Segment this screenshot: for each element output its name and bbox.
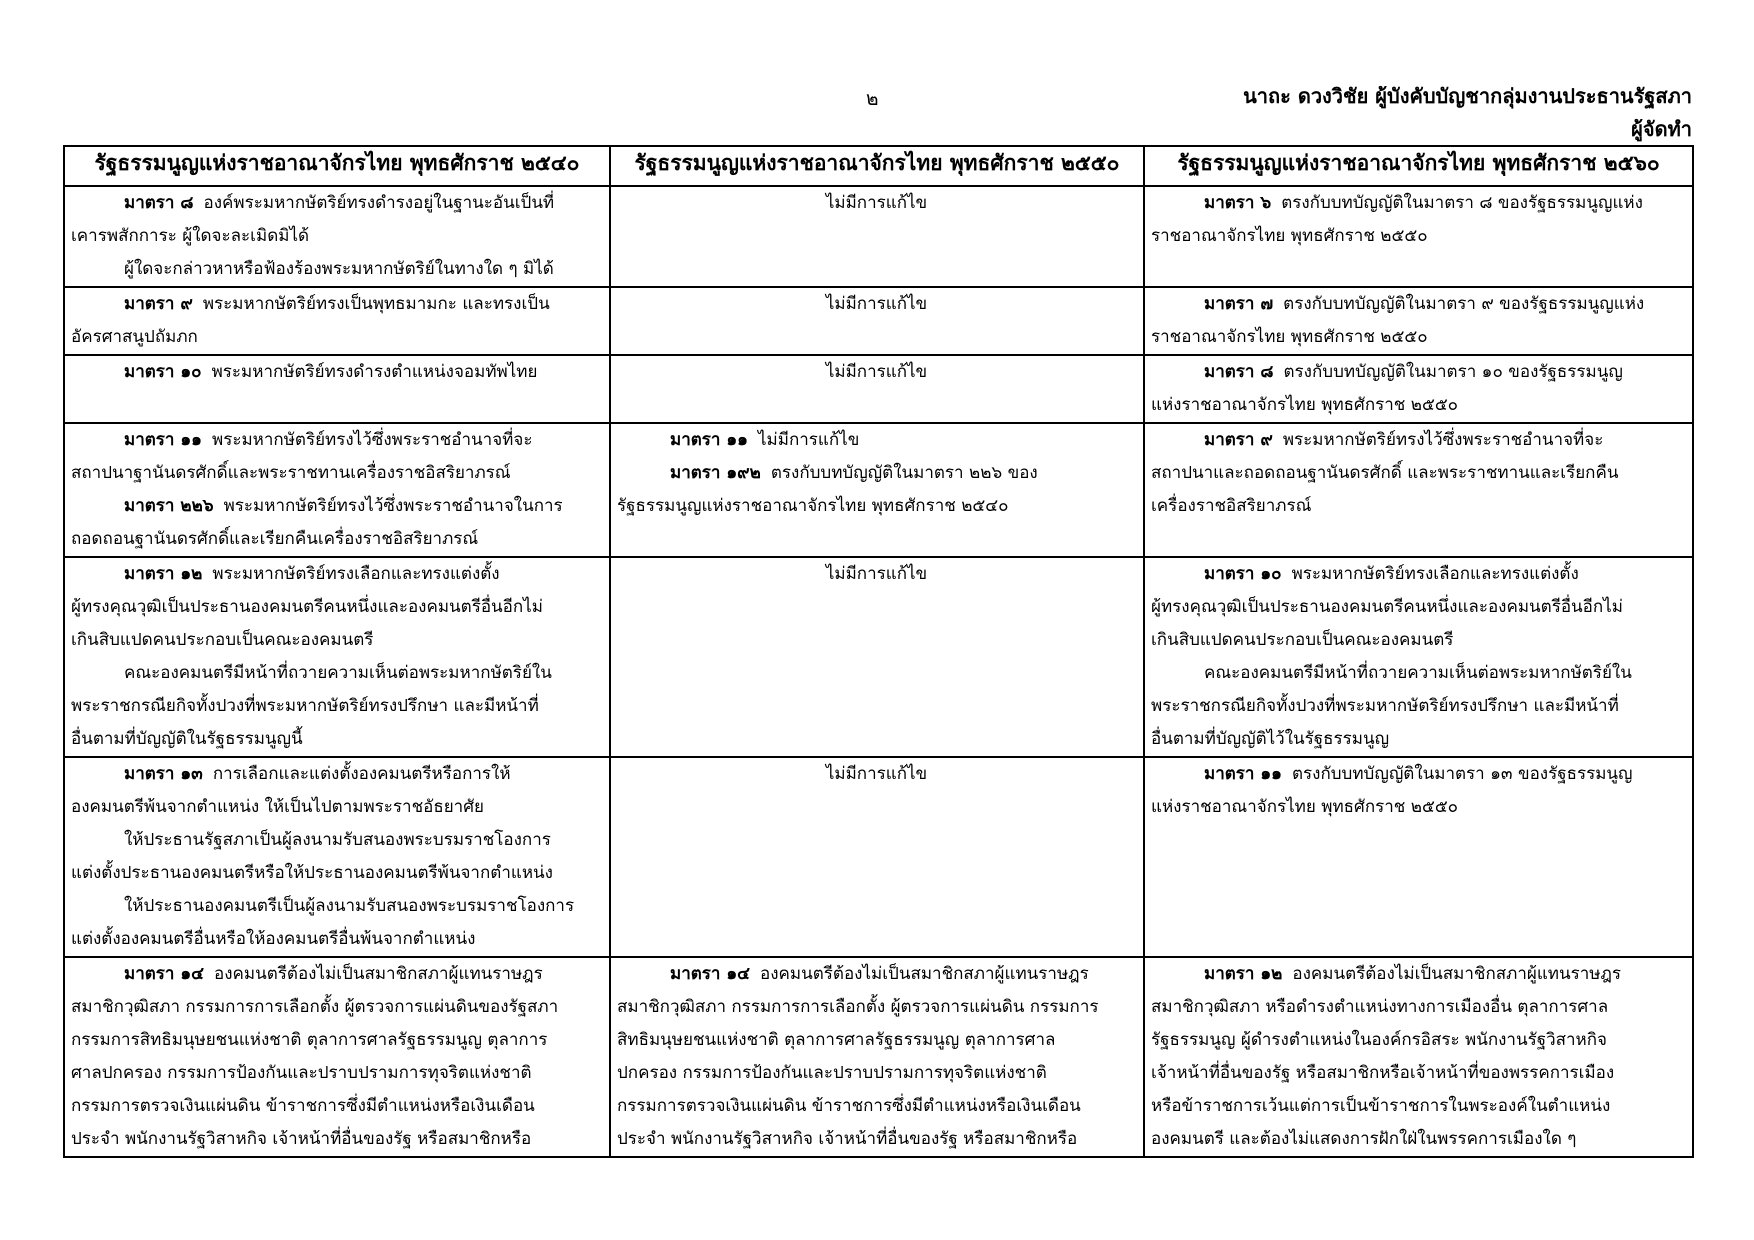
provision-text: พระมหากษัตริย์ทรงไว้ซึ่งพระราชอำนาจที่จะ	[1282, 430, 1604, 450]
table-cell	[1144, 287, 1693, 355]
provision-text: ไม่มีการแก้ไข	[825, 294, 928, 314]
section-number: มาตรา ๑๔	[124, 964, 205, 984]
provision-text: องคมนตรีต้องไม่เป็นสมาชิกสภาผู้แทนราษฎร	[214, 964, 543, 984]
section-number: มาตรา ๑๑	[670, 430, 748, 450]
provision-text: ไม่มีการแก้ไข	[825, 362, 928, 382]
provision-text: พระมหากษัตริย์ทรงดำรงตำแหน่งจอมทัพไทย	[211, 362, 538, 382]
cell-line	[617, 758, 1136, 791]
provision-text: ปกครอง กรรมการป้องกันและปราบปรามการทุจริตแห่งชาติ	[617, 1063, 1047, 1083]
cell-line	[1151, 558, 1685, 591]
cell-line	[617, 991, 1136, 1024]
cell-line	[71, 1090, 602, 1123]
column-header-2560: รัฐธรรมนูญแห่งราชอาณาจักรไทย พุทธศักราช ๒๕๖๐	[1144, 146, 1693, 186]
table-row	[64, 287, 1693, 355]
cell-line	[71, 523, 602, 556]
provision-text: ผู้ทรงคุณวุฒิเป็นประธานองคมนตรีคนหนึ่งและองคมนตรีอื่นอีกไม่	[71, 597, 543, 617]
table-cell	[610, 186, 1144, 287]
table-cell	[64, 186, 610, 287]
provision-text: เกินสิบแปดคนประกอบเป็นคณะองคมนตรี	[71, 630, 374, 650]
provision-text: แต่งตั้งองคมนตรีอื่นหรือให้องคมนตรีอื่นพ้นจากตำแหน่ง	[71, 929, 476, 949]
column-header-2540: รัฐธรรมนูญแห่งราชอาณาจักรไทย พุทธศักราช ๒๕๔๐	[64, 146, 610, 186]
cell-line	[1151, 321, 1685, 354]
table-row	[64, 355, 1693, 423]
provision-text: กรรมการสิทธิมนุษยชนแห่งชาติ ตุลาการศาลรัฐธรรมนูญ ตุลาการ	[71, 1030, 548, 1050]
cell-line	[1151, 624, 1685, 657]
cell-line	[71, 187, 602, 220]
provision-text: ให้ประธานองคมนตรีเป็นผู้ลงนามรับสนองพระบรมราชโองการ	[124, 896, 575, 916]
provision-text: องค์พระมหากษัตริย์ทรงดำรงอยู่ในฐานะอันเป็นที่	[203, 193, 555, 213]
provision-text: ประจำ พนักงานรัฐวิสาหกิจ เจ้าหน้าที่อื่นของรัฐ หรือสมาชิกหรือ	[617, 1129, 1078, 1149]
table-cell	[1144, 423, 1693, 557]
table-cell	[610, 355, 1144, 423]
section-number: มาตรา ๒๒๖	[124, 496, 214, 516]
cell-line	[71, 1024, 602, 1057]
provision-text: ประจำ พนักงานรัฐวิสาหกิจ เจ้าหน้าที่อื่นของรัฐ หรือสมาชิกหรือ	[71, 1129, 532, 1149]
cell-line	[71, 220, 602, 253]
provision-text: คณะองคมนตรีมีหน้าที่ถวายความเห็นต่อพระมหากษัตริย์ใน	[1204, 663, 1632, 683]
provision-text: อื่นตามที่บัญญัติในรัฐธรรมนูญนี้	[71, 729, 303, 749]
cell-line	[617, 356, 1136, 389]
provision-text: รัฐธรรมนูญแห่งราชอาณาจักรไทย พุทธศักราช ๒๕๔๐	[617, 496, 1009, 516]
table-cell	[64, 423, 610, 557]
cell-line	[1151, 791, 1685, 824]
cell-line	[1151, 591, 1685, 624]
cell-line	[71, 558, 602, 591]
cell-line	[1151, 288, 1685, 321]
cell-line	[1151, 758, 1685, 791]
cell-line	[71, 321, 602, 354]
provision-text: แห่งราชอาณาจักรไทย พุทธศักราช ๒๕๕๐	[1151, 797, 1459, 817]
cell-line	[1151, 424, 1685, 457]
section-number: มาตรา ๑๐	[1204, 564, 1282, 584]
cell-line	[617, 1057, 1136, 1090]
page-number: ๒	[866, 88, 879, 110]
cell-line	[617, 558, 1136, 591]
cell-line	[617, 187, 1136, 220]
cell-line	[71, 288, 602, 321]
provision-text: ไม่มีการแก้ไข	[825, 193, 928, 213]
cell-line	[617, 490, 1136, 523]
provision-text: แต่งตั้งประธานองคมนตรีหรือให้ประธานองคมนตรีพ้นจากตำแหน่ง	[71, 863, 553, 883]
provision-text: ราชอาณาจักรไทย พุทธศักราช ๒๕๕๐	[1151, 327, 1428, 347]
provision-text: อื่นตามที่บัญญัติไว้ในรัฐธรรมนูญ	[1151, 729, 1390, 749]
cell-line	[1151, 187, 1685, 220]
table-cell	[1144, 957, 1693, 1157]
table-row	[64, 557, 1693, 757]
provision-text: การเลือกและแต่งตั้งองคมนตรีหรือการให้	[212, 764, 511, 784]
provision-text: พระมหากษัตริย์ทรงเป็นพุทธมามกะ และทรงเป็น	[202, 294, 550, 314]
cell-line	[1151, 490, 1685, 523]
section-number: มาตรา ๑๙๒	[670, 463, 761, 483]
cell-line	[71, 457, 602, 490]
provision-text: พระมหากษัตริย์ทรงเลือกและทรงแต่งตั้ง	[1291, 564, 1579, 584]
cell-line	[71, 690, 602, 723]
table-cell	[1144, 557, 1693, 757]
provision-text: ผู้ทรงคุณวุฒิเป็นประธานองคมนตรีคนหนึ่งและองคมนตรีอื่นอีกไม่	[1151, 597, 1623, 617]
section-number: มาตรา ๙	[1204, 430, 1273, 450]
provision-text: พระราชกรณียกิจทั้งปวงที่พระมหากษัตริย์ทรงปรึกษา และมีหน้าที่	[1151, 696, 1619, 716]
cell-line	[71, 791, 602, 824]
provision-text: สมาชิกวุฒิสภา กรรมการการเลือกตั้ง ผู้ตรวจการแผ่นดิน กรรมการ	[617, 997, 1099, 1017]
cell-line	[1151, 723, 1685, 756]
table-cell	[64, 757, 610, 957]
provision-text: ตรงกับบทบัญญัติในมาตรา ๑๐ ของรัฐธรรมนูญ	[1283, 362, 1623, 382]
cell-line	[71, 857, 602, 890]
section-number: มาตรา ๑๓	[124, 764, 203, 784]
section-number: มาตรา ๖	[1204, 193, 1272, 213]
table-row	[64, 423, 1693, 557]
cell-line	[1151, 991, 1685, 1024]
cell-line	[1151, 457, 1685, 490]
table-cell	[1144, 757, 1693, 957]
cell-line	[1151, 1123, 1685, 1156]
table-cell	[610, 757, 1144, 957]
table-cell	[610, 423, 1144, 557]
provision-text: หรือข้าราชการเว้นแต่การเป็นข้าราชการในพระองค์ในตำแหน่ง	[1151, 1096, 1611, 1116]
cell-line	[71, 1123, 602, 1156]
cell-line	[1151, 1057, 1685, 1090]
provision-text: องคมนตรีต้องไม่เป็นสมาชิกสภาผู้แทนราษฎร	[1292, 964, 1622, 984]
cell-line	[617, 1024, 1136, 1057]
table-cell	[1144, 186, 1693, 287]
cell-line	[71, 923, 602, 956]
column-header-2550: รัฐธรรมนูญแห่งราชอาณาจักรไทย พุทธศักราช ๒๕๕๐	[610, 146, 1144, 186]
provision-text: องคมนตรี และต้องไม่แสดงการฝักใฝ่ในพรรคการเมืองใด ๆ	[1151, 1129, 1577, 1149]
provision-text: สมาชิกวุฒิสภา กรรมการการเลือกตั้ง ผู้ตรวจการแผ่นดินของรัฐสภา	[71, 997, 559, 1017]
section-number: มาตรา ๑๑	[1204, 764, 1282, 784]
table-header-row	[64, 146, 1693, 186]
table-row	[64, 757, 1693, 957]
table-row	[64, 957, 1693, 1157]
provision-text: ตรงกับบทบัญญัติในมาตรา ๒๒๖ ของ	[770, 463, 1038, 483]
cell-line	[617, 424, 1136, 457]
provision-text: สมาชิกวุฒิสภา หรือดำรงตำแหน่งทางการเมืองอื่น ตุลาการศาล	[1151, 997, 1609, 1017]
cell-line	[1151, 958, 1685, 991]
cell-line	[71, 824, 602, 857]
author-name: นาถะ ดวงวิชัย ผู้บังคับบัญชากลุ่มงานประธานรัฐสภา	[1243, 84, 1692, 108]
table-cell	[1144, 355, 1693, 423]
provision-text: ราชอาณาจักรไทย พุทธศักราช ๒๕๕๐	[1151, 226, 1428, 246]
provision-text: พระมหากษัตริย์ทรงเลือกและทรงแต่งตั้ง	[212, 564, 500, 584]
provision-text: เครื่องราชอิสริยาภรณ์	[1151, 496, 1312, 516]
cell-line	[71, 356, 602, 389]
provision-text: เกินสิบแปดคนประกอบเป็นคณะองคมนตรี	[1151, 630, 1454, 650]
cell-line	[71, 890, 602, 923]
provision-text: สถาปนาและถอดถอนฐานันดรศักดิ์ และพระราชทานและเรียกคืน	[1151, 463, 1619, 483]
cell-line	[1151, 1090, 1685, 1123]
cell-line	[1151, 356, 1685, 389]
section-number: มาตรา ๙	[124, 294, 193, 314]
section-number: มาตรา ๑๑	[124, 430, 202, 450]
table-cell	[610, 287, 1144, 355]
cell-line	[1151, 220, 1685, 253]
cell-line	[71, 424, 602, 457]
cell-line	[71, 958, 602, 991]
cell-line	[71, 624, 602, 657]
section-number: มาตรา ๗	[1204, 294, 1274, 314]
provision-text: แห่งราชอาณาจักรไทย พุทธศักราช ๒๕๕๐	[1151, 395, 1459, 415]
provision-text: ถอดถอนฐานันดรศักดิ์และเรียกคืนเครื่องราชอิสริยาภรณ์	[71, 529, 479, 549]
provision-text: เคารพสักการะ ผู้ใดจะละเมิดมิได้	[71, 226, 310, 246]
cell-line	[617, 1090, 1136, 1123]
section-number: มาตรา ๑๔	[670, 964, 751, 984]
provision-text: ตรงกับบทบัญญัติในมาตรา ๑๓ ของรัฐธรรมนูญ	[1291, 764, 1633, 784]
cell-line	[71, 758, 602, 791]
provision-text: ศาลปกครอง กรรมการป้องกันและปราบปรามการทุจริตแห่งชาติ	[71, 1063, 532, 1083]
table-cell	[64, 557, 610, 757]
cell-line	[71, 657, 602, 690]
cell-line	[617, 457, 1136, 490]
table-cell	[64, 355, 610, 423]
provision-text: ให้ประธานรัฐสภาเป็นผู้ลงนามรับสนองพระบรมราชโองการ	[124, 830, 551, 850]
cell-line	[617, 1123, 1136, 1156]
cell-line	[71, 723, 602, 756]
provision-text: พระราชกรณียกิจทั้งปวงที่พระมหากษัตริย์ทรงปรึกษา และมีหน้าที่	[71, 696, 539, 716]
section-number: มาตรา ๑๒	[124, 564, 203, 584]
cell-line	[71, 591, 602, 624]
provision-text: องคมนตรีพ้นจากตำแหน่ง ให้เป็นไปตามพระราชอัธยาศัย	[71, 797, 484, 817]
provision-text: สิทธิมนุษยชนแห่งชาติ ตุลาการศาลรัฐธรรมนูญ ตุลาการศาล	[617, 1030, 1056, 1050]
author-role: ผู้จัดทำ	[1631, 117, 1692, 141]
provision-text: รัฐธรรมนูญ ผู้ดำรงตำแหน่งในองค์กรอิสระ พนักงานรัฐวิสาหกิจ	[1151, 1030, 1608, 1050]
cell-line	[617, 958, 1136, 991]
cell-line	[71, 490, 602, 523]
constitution-comparison-table	[63, 145, 1694, 1158]
cell-line	[71, 991, 602, 1024]
provision-text: ตรงกับบทบัญญัติในมาตรา ๘ ของรัฐธรรมนูญแห่ง	[1281, 193, 1643, 213]
provision-text: กรรมการตรวจเงินแผ่นดิน ข้าราชการซึ่งมีตำแหน่งหรือเงินเดือน	[617, 1096, 1081, 1116]
provision-text: เจ้าหน้าที่อื่นของรัฐ หรือสมาชิกหรือเจ้าหน้าที่ของพรรคการเมือง	[1151, 1063, 1615, 1083]
section-number: มาตรา ๑๐	[124, 362, 202, 382]
cell-line	[1151, 389, 1685, 422]
provision-text: พระมหากษัตริย์ทรงไว้ซึ่งพระราชอำนาจในการ	[223, 496, 563, 516]
provision-text: ผู้ใดจะกล่าวหาหรือฟ้องร้องพระมหากษัตริย์ในทางใด ๆ มิได้	[124, 259, 554, 279]
table-cell	[64, 287, 610, 355]
provision-text: อัครศาสนูปถัมภก	[71, 327, 198, 347]
section-number: มาตรา ๑๒	[1204, 964, 1283, 984]
provision-text: ไม่มีการแก้ไข	[825, 764, 928, 784]
cell-line	[71, 253, 602, 286]
section-number: มาตรา ๘	[124, 193, 194, 213]
cell-line	[1151, 1024, 1685, 1057]
table-cell	[64, 957, 610, 1157]
author-block	[1243, 80, 1692, 146]
provision-text: ไม่มีการแก้ไข	[757, 430, 860, 450]
cell-line	[71, 1057, 602, 1090]
section-number: มาตรา ๘	[1204, 362, 1274, 382]
cell-line	[1151, 690, 1685, 723]
table-cell	[610, 957, 1144, 1157]
table-cell	[610, 557, 1144, 757]
cell-line	[1151, 657, 1685, 690]
provision-text: องคมนตรีต้องไม่เป็นสมาชิกสภาผู้แทนราษฎร	[760, 964, 1089, 984]
provision-text: กรรมการตรวจเงินแผ่นดิน ข้าราชการซึ่งมีตำแหน่งหรือเงินเดือน	[71, 1096, 535, 1116]
provision-text: สถาปนาฐานันดรศักดิ์และพระราชทานเครื่องราชอิสริยาภรณ์	[71, 463, 511, 483]
provision-text: คณะองคมนตรีมีหน้าที่ถวายความเห็นต่อพระมหากษัตริย์ใน	[124, 663, 552, 683]
provision-text: พระมหากษัตริย์ทรงไว้ซึ่งพระราชอำนาจที่จะ	[211, 430, 533, 450]
provision-text: ตรงกับบทบัญญัติในมาตรา ๙ ของรัฐธรรมนูญแห่ง	[1283, 294, 1645, 314]
cell-line	[617, 288, 1136, 321]
provision-text: ไม่มีการแก้ไข	[825, 564, 928, 584]
table-row	[64, 186, 1693, 287]
